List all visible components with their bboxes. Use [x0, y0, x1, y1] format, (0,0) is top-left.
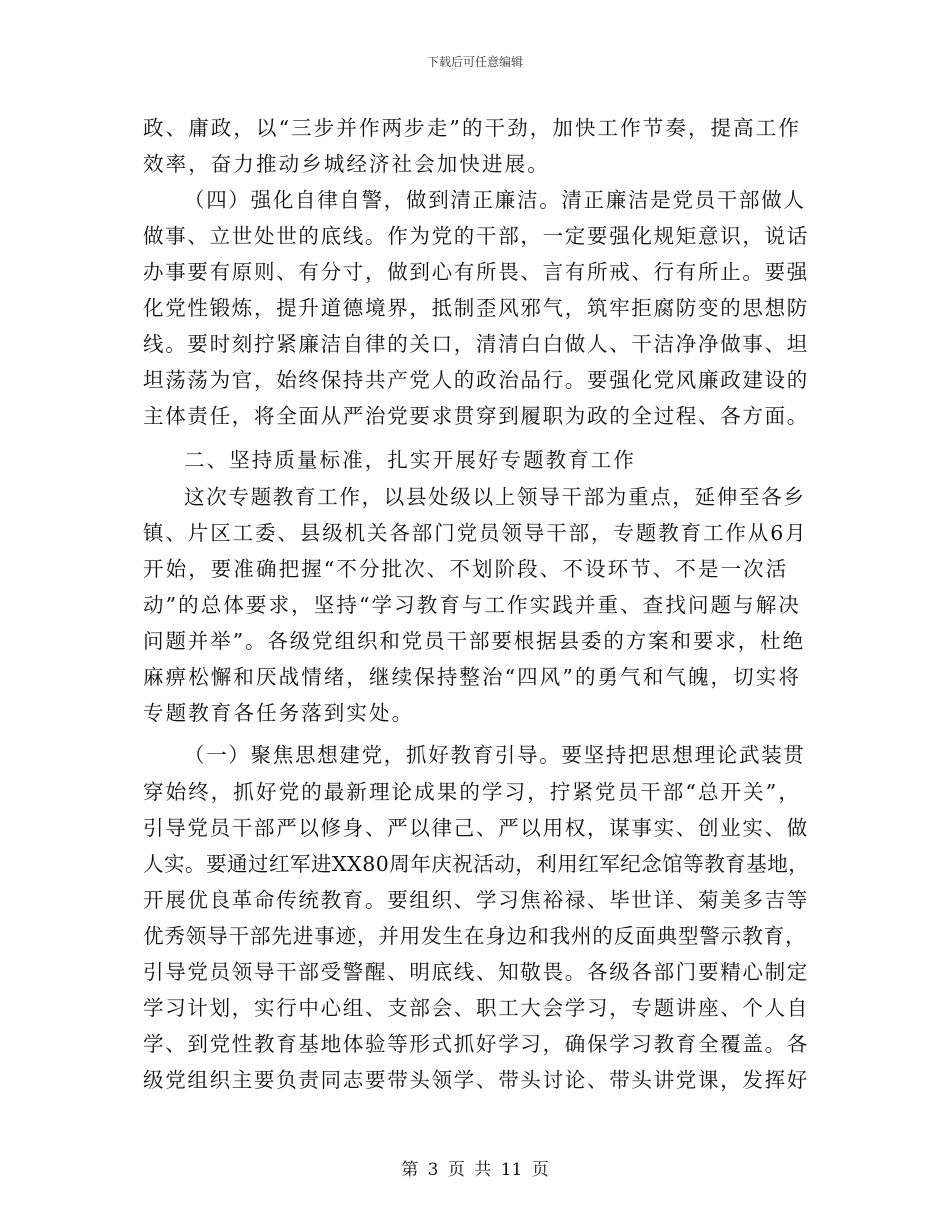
- body-line: 专题教育各任务落到实处。: [143, 701, 415, 725]
- body-line: 坦荡荡为官，始终保持共产党人的政治品行。要强化党风廉政建设的: [143, 368, 809, 392]
- body-line: 效率，奋力推动乡城经济社会加快进展。: [143, 152, 550, 176]
- body-line: （四）强化自律自警，做到清正廉洁。清正廉洁是党员干部做人: [184, 188, 806, 212]
- body-line: 政、庸政，以“三步并作两步走”的干劲，加快工作节奏，提高工作: [143, 116, 801, 140]
- body-line: 级党组织主要负责同志要带头领学、带头讨论、带头讲党课，发挥好: [143, 1068, 809, 1092]
- body-line: 引导党员领导干部受警醒、明底线、知敬畏。各级各部门要精心制定: [143, 960, 809, 984]
- body-line: 学、到党性教育基地体验等形式抓好学习，确保学习教育全覆盖。各: [143, 1032, 809, 1056]
- body-line: 主体责任，将全面从严治党要求贯穿到履职为政的全过程、各方面。: [143, 404, 809, 428]
- section-heading: 二、坚持质量标准，扎实开展好专题教育工作: [184, 448, 636, 472]
- body-line: 问题并举”。各级党组织和党员干部要根据县委的方案和要求，杜绝: [143, 629, 805, 653]
- body-line: 这次专题教育工作，以县处级以上领导干部为重点，延伸至各乡: [184, 485, 806, 509]
- body-line: （一）聚焦思想建党，抓好教育引导。要坚持把思想理论武装贯: [184, 743, 806, 767]
- body-line: 麻痹松懈和厌战情绪，继续保持整治“四风”的勇气和气魄，切实将: [143, 665, 801, 689]
- body-line: 人实。要通过红军进XX80周年庆祝活动，利用红军纪念馆等教育基地，: [143, 852, 810, 876]
- page-footer: 第 3 页 共 11 页: [401, 1160, 549, 1180]
- body-line: 做事、立世处世的底线。作为党的干部，一定要强化规矩意识，说话: [143, 224, 809, 248]
- body-line: 穿始终，抓好党的最新理论成果的学习，拧紧党员干部“总开关”，: [143, 780, 801, 804]
- body-line: 开始，要准确把握“不分批次、不划阶段、不设环节、不是一次活: [143, 557, 789, 581]
- body-line: 学习计划，实行中心组、支部会、职工大会学习，专题讲座、个人自: [143, 996, 809, 1020]
- body-line: 动”的总体要求，坚持“学习教育与工作实践并重、查找问题与解决: [143, 593, 801, 617]
- body-line: 化党性锻炼，提升道德境界，抵制歪风邪气，筑牢拒腐防变的思想防: [143, 296, 809, 320]
- page-header: 下载后可任意编辑: [426, 55, 523, 69]
- body-line: 引导党员干部严以修身、严以律己、严以用权，谋事实、创业实、做: [143, 816, 809, 840]
- body-line: 办事要有原则、有分寸，做到心有所畏、言有所戒、行有所止。要强: [143, 260, 809, 284]
- body-line: 镇、片区工委、县级机关各部门党员领导干部，专题教育工作从6月: [143, 521, 808, 545]
- body-line: 线。要时刻拧紧廉洁自律的关口，清清白白做人、干洁净净做事、坦: [143, 332, 809, 356]
- body-line: 优秀领导干部先进事迹，并用发生在身边和我州的反面典型警示教育，: [143, 924, 807, 948]
- body-line: 开展优良革命传统教育。要组织、学习焦裕禄、毕世详、菊美多吉等: [143, 888, 809, 912]
